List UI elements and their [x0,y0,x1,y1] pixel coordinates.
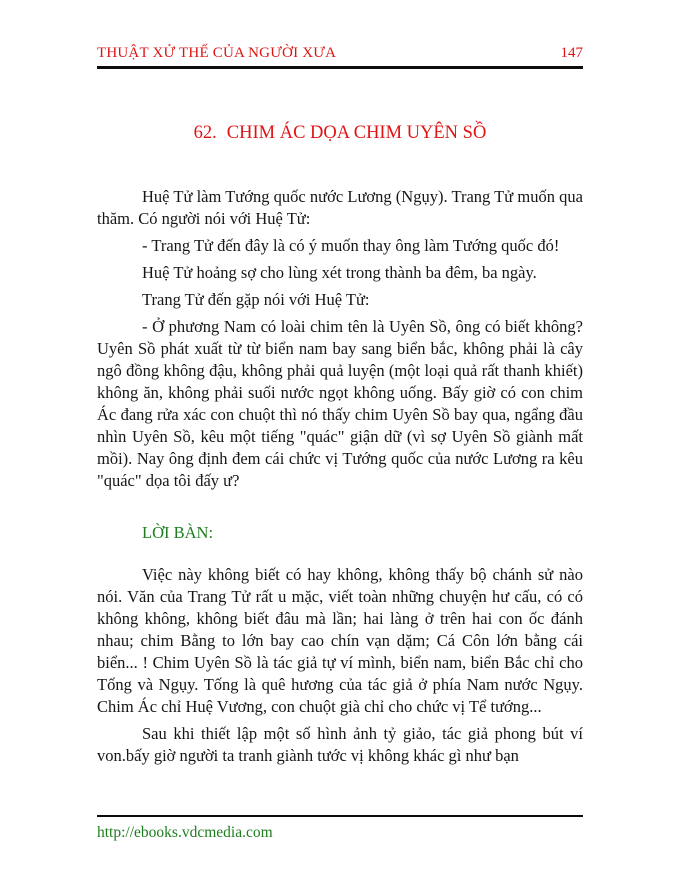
page-header [97,44,583,69]
chapter-title-text: CHIM ÁC DỌA CHIM UYÊN SỒ [226,123,487,143]
chapter-number: 62. [193,123,217,143]
chapter-title [97,122,583,144]
page-number: 147 [560,45,583,61]
story-paragraph: - Ở phương Nam có loài chim tên là Uyên Sồ, ông có biết không? Uyên Sồ phát xuất từ từ biển nam bay sang biển bắc, không phải là cây ngô đồng không đậu, không phải quả luyện (một loại quả rất thanh khiết) không ăn, không phải suối nước ngọt không uống. Bấy giờ có con chim Ác đang rửa xác con chuột thì nó thấy chim Uyên Sồ bay qua, ngẩng đầu nhìn Uyên Sồ, kêu một tiếng "quác" giận dữ (vì sợ Uyên Sồ giành mất mồi). Nay ông định đem cái chức vị Tướng quốc của nước Lương ra kêu "quác" dọa tôi đấy ư? [97,317,583,490]
footer-url-link[interactable]: http://ebooks.vdcmedia.com [97,824,273,841]
commentary-paragraph: Việc này không biết có hay không, không thấy bộ chánh sử nào nói. Văn của Trang Tử rất u mặc, viết toàn những chuyện hư cấu, có có không không, không biết đâu mà lần; hai làng ở trên hai con ốc đánh nhau; chim Bằng to lớn bay cao chín vạn dặm; Cá Côn lớn bằng cái biển... ! Chim Uyên Sồ là tác giả tự ví mình, biển nam, biển Bắc chỉ cho Tống và Ngụy. Tống là quê hương của tác giả ở phía Nam nước Ngụy. Chim Ác chỉ Huệ Vương, con chuột già chỉ cho chức vị Tể tướng... [97,565,583,716]
book-title: THUẬT XỬ THẾ CỦA NGƯỜI XƯA [97,45,337,61]
story-paragraph: - Trang Tử đến đây là có ý muốn thay ông làm Tướng quốc đó! [142,236,560,255]
commentary-heading: LỜI BÀN: [142,523,214,542]
story-paragraph: Huệ Tử làm Tướng quốc nước Lương (Ngụy). Trang Tử muốn qua thăm. Có người nói với Huệ Tử: [97,187,583,228]
page-footer [97,815,583,880]
story-section [97,186,583,772]
commentary-paragraph: Sau khi thiết lập một số hình ảnh tỷ giảo, tác giả phong bút ví von.bấy giờ người ta tranh giành tước vị không khác gì như bạn [97,724,583,765]
story-paragraph: Huệ Tử hoảng sợ cho lùng xét trong thành ba đêm, ba ngày. [142,263,537,282]
story-paragraph: Trang Tử đến gặp nói với Huệ Tử: [142,290,370,309]
